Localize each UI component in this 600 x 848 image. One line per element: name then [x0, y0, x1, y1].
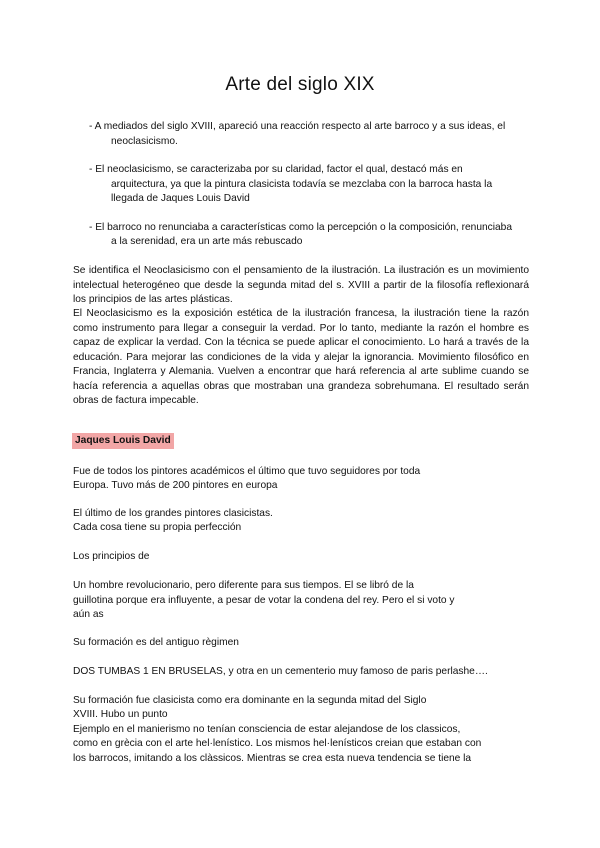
section-heading: Jaques Louis David — [72, 433, 174, 449]
note-line: DOS TUMBAS 1 EN BRUSELAS, y otra en un cementerio muy famoso de paris perlashe…. — [73, 666, 488, 677]
note-line: Un hombre revolucionario, pero diferente para sus tiempos. El se libró de la — [73, 580, 414, 591]
note-line: XVIII. Hubo un punto — [73, 709, 168, 720]
intro-paragraph: Se identifica el Neoclasicismo con el pensamiento de la ilustración. La ilustración es un movimiento intelectual heterogéneo que desde la segunda mitad del s. XVIII a partir de la filosofía reflexionará los principios de las artes plásticas. — [73, 265, 529, 305]
note-line: Europa. Tuvo más de 200 pintores en europa — [73, 480, 278, 491]
note-line: Fue de todos los pintores académicos el último que tuvo seguidores por toda — [73, 466, 421, 477]
bullet-item: - El neoclasicismo, se caracterizaba por su claridad, factor el qual, destacó más en arquitectura, ya que la pintura clasicista todavía se mezclaba con la barroca hasta la llegada de Jaques Louis David — [89, 164, 493, 204]
bullet-item: - El barroco no renunciaba a características como la percepción o la composición, renunciaba a la serenidad, era un arte más rebuscado — [89, 221, 513, 247]
note-line: los barrocos, imitando a los clàssicos. Mientras se crea esta nueva tendencia se tiene la — [73, 753, 472, 764]
intro-paragraph: El Neoclasicismo es la exposición estética de la ilustración francesa, la ilustración tiene la razón como instrumento para llegar a conseguir la verdad. Por lo tanto, mediante la razón el hombre es capaz de explicar la verdad. Con la técnica se puede aplicar el conocimiento. Lo hará a través de la educación. Para mejorar las condiciones de la vida y alejar la ignorancia. Movimiento filosófico en Francia, Inglaterra y Alemania. Vuelven a encontrar que hará referencia al arte sublime cuando se hacía referencia a aquellas obras que mostraban una grandeza sobrehumana. El resultado serán obras de factura impecable. — [73, 308, 529, 406]
bullet-list — [89, 120, 519, 264]
note-line: Los principios de — [73, 551, 150, 562]
note-line: como en grècia con el arte hel·lenístico. Los mismos hel·lenísticos creian que estaban con — [73, 738, 482, 749]
note-line: El último de los grandes pintores clasicistas. — [73, 508, 273, 519]
note-line: Ejemplo en el manierismo no tenían consciencia de estar alejandose de los classicos, — [73, 724, 461, 735]
page-title: Arte del siglo XIX — [225, 74, 375, 95]
note-line: Su formación es del antiguo règimen — [73, 637, 239, 648]
note-line: aún as — [73, 609, 104, 620]
note-line: Cada cosa tiene su propia perfección — [73, 522, 242, 533]
bullet-item: - A mediados del siglo XVIII, apareció una reacción respecto al arte barroco y a sus ideas, el neoclasicismo. — [89, 121, 506, 147]
note-line: guillotina porque era influyente, a pesar de votar la condena del rey. Pero el si voto y — [73, 595, 455, 606]
note-line: Su formación fue clasicista como era dominante en la segunda mitad del Siglo — [73, 695, 427, 706]
